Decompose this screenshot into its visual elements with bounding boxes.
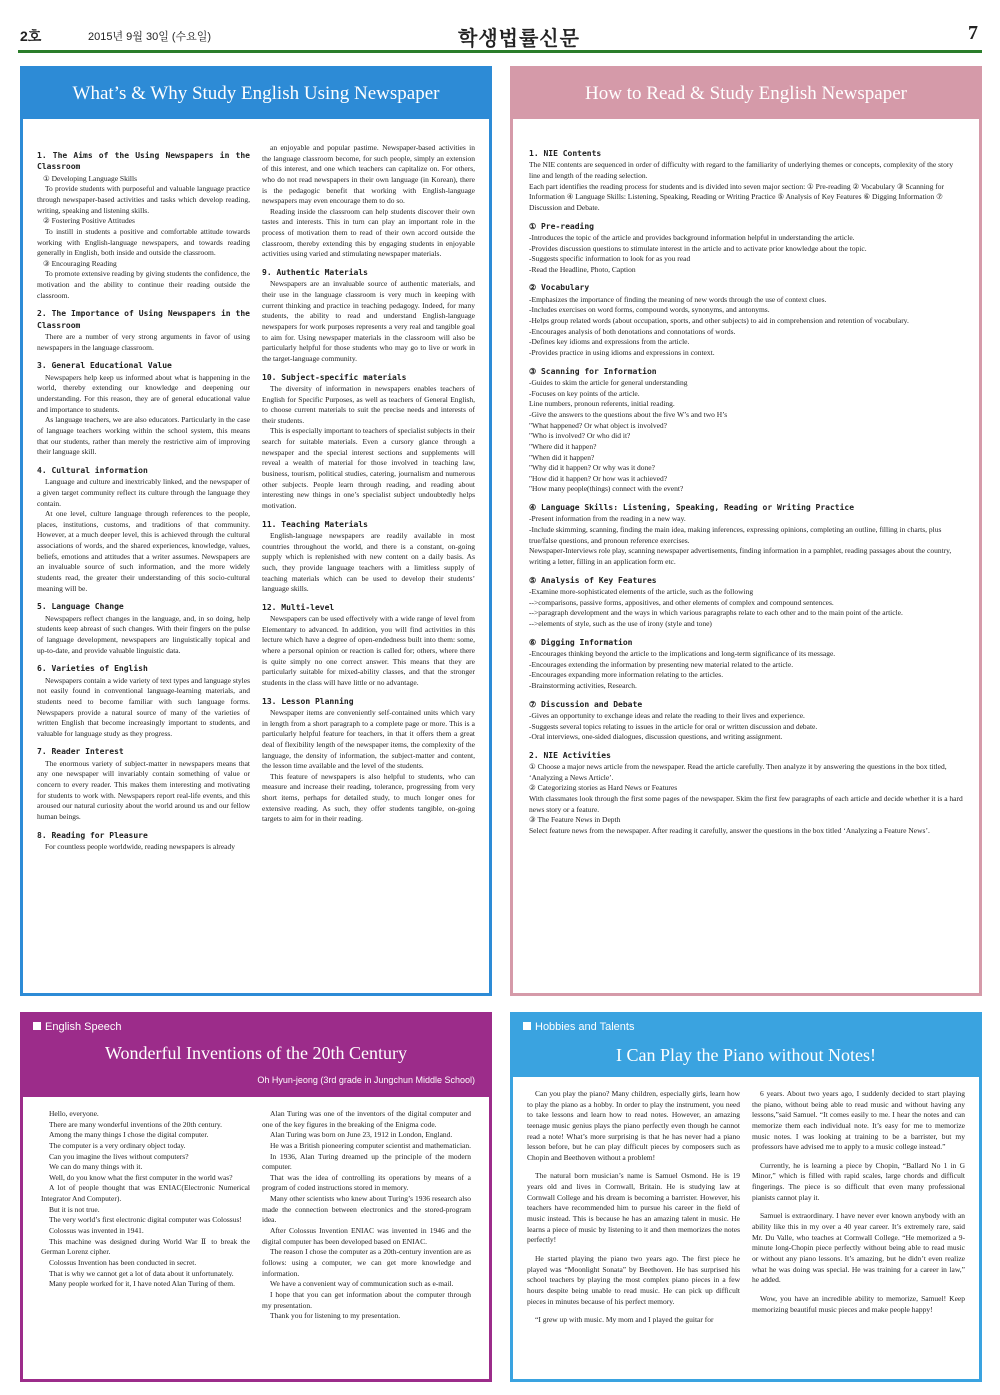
article-title-bar (23, 1015, 489, 1097)
paragraph: The reason I chose the computer as a 20th-century invention are as follows: using a computer, we can get more knowledge and information. (262, 1247, 471, 1278)
article-title-bar (23, 69, 489, 119)
paragraph: There are a number of very strong arguments in favor of using newspapers in the language classroom. (37, 332, 250, 352)
article-byline: Oh Hyun-jeong (3rd grade in Jungchun Middle School) (257, 1075, 475, 1085)
newspaper-name: 학생법률신문 (458, 26, 580, 50)
paragraph: For countless people worldwide, reading newspapers is already (45, 841, 235, 851)
paragraph: Among the many things I chose the digital computer. (49, 1130, 209, 1140)
paragraph: Many people worked for it, I have noted Alan Turing of them. (49, 1279, 236, 1289)
paragraph: Hello, everyone. (49, 1109, 99, 1118)
section-heading: ④ Language Skills: Listening, Speaking, Reading or Writing Practice (529, 503, 855, 513)
paragraph: That was the idea of controlling its operations by means of a program of coded instructions stored in memory. (262, 1172, 471, 1193)
list-item: -Encourages analysis of both denotations and connotations of words. (529, 326, 736, 336)
section-heading: ⑥ Digging Information (529, 637, 633, 647)
paragraph: Newspapers can be used effectively with a wide range of level from Elementary to advanced. In addition, you will find activities in this lecture which have a degree of open-endedness built into them: some, where a personal opinion or reaction is called for; others, where there is quite simply no one correct answer. This means that they are particularly suitable for mixed-ability classes, and that the stronger students in the class will have little or no advantage. (262, 614, 475, 687)
section-heading: 5. Language Change (37, 602, 124, 612)
paragraph: To provide students with purposeful and valuable language practice through newspaper-based activities and tasks which develop reading, writing, speaking and listening skills. (37, 184, 250, 215)
paragraph: Well, do you know what the first computer in the world was? (49, 1172, 233, 1182)
section-heading: ⑦ Discussion and Debate (529, 699, 643, 709)
question-item: "Who is involved? Or who did it? (529, 431, 631, 441)
article-title: I Can Play the Piano without Notes! (616, 1045, 876, 1065)
paragraph: After Colossus Invention ENIAC was invented in 1946 and the digital computer has been developed based on ENIAC. (262, 1226, 471, 1246)
paragraph: The natural born musician’s name is Samuel Osmond. He is 19 years old and lives in Cornwall, Britain. He is studying law at Cornwall College and his dream is becoming a barrister. However, his teachers have recommended him to pursue his career in the field of music instead. This is because he has an amazing talent in music. He learns a piece of music by listening to it and then memorizes the notes perfectly! (527, 1171, 740, 1245)
section-heading: 7. Reader Interest (37, 747, 124, 757)
subheading: ② Fostering Positive Attitudes (43, 216, 135, 226)
paragraph: Newspapers are an invaluable source of authentic materials, and their use in the language classroom is very much in keeping with current thinking and practice in teaching pedagogy. Indeed, for many students, the ability to read and understand English-language newspapers for work purposes represents a very real and tangible goal to aim for. Using newspaper materials in the classroom will also be particularly helpful for those students who may go to live or work in the target-language community. (262, 279, 475, 363)
paragraph: We can do many things with it. (49, 1162, 143, 1172)
paragraph: ① Choose a major news article from the newspaper. Read the article carefully. Then analyze it by answering the questions in the box titled, ‘Analyzing a News Article’. (529, 762, 947, 782)
issue-date: 2015년 9월 30일 (수요일) (88, 31, 212, 43)
list-item: -Introduces the topic of the article and provides background information helpful in understanding the article. (529, 232, 855, 242)
section-tag-label: English Speech (45, 1021, 122, 1033)
list-item: Line numbers, pronoun referents, initial reading. (529, 399, 675, 409)
list-item: -Examine more-sophisticated elements of the article, such as the following (529, 587, 754, 597)
section-heading: 6. Varieties of English (37, 664, 148, 674)
paragraph: The enormous variety of subject-matter in newspapers means that any one newspaper will invariably contain something of value or concern to every reader. This makes them interesting and motivating for students to work with. Newspapers report real-life events, and this aroused our natural curiosity about the world around us and our fellow human beings. (37, 758, 250, 821)
list-item: -Encourages thinking beyond the article to the implications and long-term significance of its message. (529, 648, 836, 658)
paragraph: Alan Turing was one of the inventors of the digital computer and one of the key figures in the breaking of the Enigma code. (262, 1109, 471, 1129)
article-column-1 (37, 143, 250, 987)
paragraph: There are many wonderful inventions of the 20th century. (49, 1119, 222, 1129)
section-heading: 10. Subject-specific materials (262, 372, 407, 382)
article-title: What’s & Why Study English Using Newspaper (72, 83, 440, 104)
paragraph: Newspapers reflect changes in the language, and, in so doing, help students keep abreast of such changes. With their fingers on the pulse of language development, newspapers are linguistically topical and up-to-date, and provide valuable linguistic data. (37, 613, 250, 655)
paragraph: He was a British pioneering computer scientist and mathematician. (270, 1140, 471, 1150)
spacer (527, 1163, 740, 1171)
paragraph: With classmates look through the first some pages of the newspaper. Skim the first few paragraphs of each article and decide whether it is a hard news story or a feature. (529, 794, 963, 814)
section-tag (523, 1021, 634, 1033)
paragraph: This feature of newspapers is also helpful to students, who can measure and increase their reading, tolerance, progressing from very short items, perhaps for detailed study, to much longer ones for extensive reading. As such, they offer students tangible, on-going targets to aim for in their reading. (262, 771, 475, 824)
question-item: "Where did it happen? (529, 441, 597, 451)
question-item: "How did it happen? Or how was it achieved? (529, 473, 668, 483)
paragraph: I hope that you can get information about the computer through my presentation. (262, 1289, 471, 1310)
paragraph: Can you play the piano? Many children, especially girls, learn how to play the piano as a hobby. In order to play the instrument, you need to take lessons and learn how to read notes. However, an amazing teenage music genius plays the piano perfectly even though he cannot read a note! What’s more surprising is that he has never had a piano lesson before, but he can play difficult pieces by composers such as Chopin and Beethoven without a problem! (527, 1089, 740, 1162)
paragraph: Each part identifies the reading process for students and is divided into seven major section: ① Pre-reading ② Vocabulary ③ Scanning for Information ④ Language Skills: Listening, Speaking, Reading or Writing Practice ⑤ Analysis of Key Features ⑥ Digging Information ⑦ Discussion and Debate. (529, 181, 944, 212)
paragraph: The NIE contents are sequenced in order of difficulty with regard to the familiarity of underlying themes or concepts, complexity of the story line and length of the reading selection. (529, 160, 954, 180)
article-title: How to Read & Study English Newspaper (585, 83, 907, 104)
list-item: -Defines key idioms and expressions from the article. (529, 337, 690, 347)
list-item: -Suggests several topics relating to issues in the article for oral or written discussion and debate. (529, 721, 818, 731)
spacer (752, 1153, 965, 1161)
question-item: "What happened? Or what object is involved? (529, 420, 668, 430)
section-heading: 12. Multi-level (262, 602, 335, 612)
article-column-2 (262, 1109, 471, 1373)
paragraph: an enjoyable and popular pastime. Newspaper-based activities in the language classroom become, for such people, simply an extension of this interest, and one which teachers can capitalize on. For others, who do not read newspapers in their own language (in Korean), there is the pedagogic benefit that working with English-language newspapers may even encourage them to do so. (262, 143, 475, 206)
question-item: "How many people(things) connect with the event? (529, 484, 684, 494)
list-item: -->elements of style, such as the use of irony (style and tone) (529, 618, 712, 628)
subheading: ① Developing Language Skills (43, 173, 137, 183)
paragraph: Wow, you have an incredible ability to memorize, Samuel! Keep memorizing beautiful music pieces and make people happy! (752, 1293, 965, 1314)
spacer (527, 1307, 740, 1315)
list-item: -->paragraph development and the ways in which various paragraphs relate to each other and to the main point of the article. (529, 608, 903, 618)
article-why-study (20, 66, 492, 996)
section-heading: 9. Authentic Materials (262, 268, 368, 278)
paragraph: ② Categorizing stories as Hard News or Features (529, 783, 678, 793)
section-heading: 3. General Educational Value (37, 361, 172, 371)
section-heading: 1. The Aims of the Using Newspapers in the Classroom (37, 151, 250, 172)
paragraph: Colossus Invention has been conducted in secret. (49, 1257, 197, 1267)
subheading: ③ Encouraging Reading (43, 258, 117, 268)
paragraph: Newspaper-Interviews role play, scanning newspaper advertisements, finding information in a pamphlet, reading passages about the country, writing a letter, filling in an application form etc. (529, 546, 952, 567)
article-how-to-read (510, 66, 982, 996)
list-item: -Include skimming, scanning, finding the main idea, making inferences, expressing opinions, completing an outline, filling in charts, plus true/false questions, and pronoun reference exercises. (529, 525, 942, 545)
paragraph: In 1936, Alan Turing dreamed up the principle of the modern computer. (262, 1151, 471, 1172)
paragraph: The very world’s first electronic digital computer was Colossus! (49, 1215, 242, 1225)
list-item: -Read the Headline, Photo, Caption (529, 264, 636, 274)
paragraph: That is why we cannot get a lot of data about it unfortunately. (49, 1268, 234, 1278)
list-item: -Encourages extending the information by presenting new material related to the article. (529, 659, 794, 669)
list-item: -Brainstorming activities, Research. (529, 680, 637, 690)
paragraph: Currently, he is learning a piece by Chopin, “Ballard No 1 in G Minor,” which is filled with rapid scales, large chords and difficult fingerings. The piece is so difficult that even many professional pianists cannot play it. (752, 1160, 965, 1202)
paragraph: A lot of people thought that was ENIAC(Electronic Numerical Integrator And Computer). (41, 1183, 250, 1204)
spacer (752, 1286, 965, 1294)
paragraph: He started playing the piano two years ago. The first piece he played was “Moonlight Sonata” by Beethoven. He has surprised his school teachers by playing the most complex piano pieces in a few hours despite being unable to read music. He can pick up difficult pieces in minutes because of his perfect memory. (527, 1253, 740, 1306)
section-tag-label: Hobbies and Talents (535, 1021, 635, 1033)
paragraph: At one level, culture language through references to the people, places, institutions, customs, and traditions of that community. However, at a much deeper level, this is achieved through the cultural associations of words, and the shared experiences, knowledge, values, beliefs, emotions and attitudes that a writer assumes. Newspapers are an invaluable source of such information, and the more widely students read, the greater their understanding of this socio-cultural meaning will be. (37, 509, 250, 593)
list-item: -Oral interviews, one-sided dialogues, discussion questions, and writing assignment. (529, 732, 783, 742)
paragraph: We have a convenient way of communication such as e-mail. (270, 1279, 454, 1289)
paragraph: Newspaper items are conveniently self-contained units which vary in length from a short paragraph to a complete page or more. This is a particularly helpful feature for teachers, in that it offers them a great deal of flexibility length of the newspaper items, the complexity of the language, the density of information, the subject-matter and content, the lesson time available and the level of the students. (262, 707, 475, 771)
list-item: -Guides to skim the article for general understanding (529, 378, 688, 388)
section-heading: 2. The Importance of Using Newspapers in the Classroom (37, 309, 250, 330)
article-body (529, 141, 965, 837)
spacer (752, 1203, 965, 1211)
list-item: -Helps group related words (about occupation, sports, and other subjects) to aid in comprehension and retention of vocabulary. (529, 316, 909, 326)
paragraph: The computer is a very ordinary object today. (49, 1140, 186, 1150)
paragraph: “I grew up with music. My mom and I played the guitar for (535, 1315, 714, 1325)
issue-number: 2호 (20, 28, 42, 44)
list-item: -Includes exercises on word forms, compound words, synonyms, and antonyms. (529, 305, 770, 315)
article-english-speech (20, 1012, 492, 1382)
paragraph: But it is not true. (49, 1204, 100, 1214)
question-item: "When did it happen? (529, 452, 595, 462)
list-item: -Gives an opportunity to exchange ideas and relate the reading to their lives and experience. (529, 710, 805, 720)
paragraph: Newspapers help keep us informed about what is happening in the world, thereby extending our knowledge and deepening our understanding. For this reason, they are of general educational value and importance to students. (37, 372, 250, 414)
section-heading: 13. Lesson Planning (262, 696, 354, 706)
paragraph: Can you imagine the lives without computers? (49, 1151, 189, 1161)
list-item: -Focuses on key points of the article. (529, 388, 640, 398)
list-item: -Provides practice in using idioms and expressions in context. (529, 348, 715, 358)
section-heading: 4. Cultural information (37, 465, 148, 475)
section-heading: ① Pre-reading (529, 221, 594, 231)
article-title: Wonderful Inventions of the 20th Century (105, 1043, 407, 1063)
article-title-bar (513, 69, 979, 119)
section-heading: 11. Teaching Materials (262, 519, 368, 529)
section-heading: 8. Reading for Pleasure (37, 830, 148, 840)
list-item: -Encourages expanding more information relating to the articles. (529, 670, 724, 680)
section-heading: ③ Scanning for Information (529, 366, 657, 376)
page-number: 7 (968, 22, 978, 44)
spacer (527, 1246, 740, 1254)
paragraph: Alan Turing was born on June 23, 1912 in London, England. (270, 1130, 453, 1140)
section-heading: 1. NIE Contents (529, 149, 602, 158)
list-item: -Provides discussion questions to stimulate interest in the article and to activate prior knowledge about the topic. (529, 243, 867, 253)
paragraph: To instill in students a positive and comfortable attitude towards working with English-language newspapers, and towards reading generally in English, both inside and outside the classroom. (37, 226, 250, 258)
paragraph: This machine was designed during World War Ⅱ to break the German Lorenz cipher. (41, 1236, 250, 1257)
paragraph: To promote extensive reading by giving students the confidence, the motivation and the ability to continue their reading outside the classroom. (37, 269, 250, 300)
list-item: -Present information from the reading in a new way. (529, 514, 686, 524)
paragraph: English-language newspapers are readily available in most countries throughout the world, and there is a constant, on-going supply which is replenished with new content on a daily basis. As such, they provide language teachers with a limitless supply of teaching materials which can be used to develop their students’ language skills. (262, 530, 475, 594)
list-item: -Emphasizes the importance of finding the meaning of new words through the use of context clues. (529, 294, 827, 304)
paragraph: ③ The Feature News in Depth (529, 815, 621, 825)
paragraph: Thank you for listening to my presentation. (270, 1311, 401, 1321)
paragraph: Language and culture and inextricably linked, and the newspaper of a given target community reflect its culture through the language they contain. (37, 477, 250, 508)
square-icon (523, 1022, 531, 1030)
section-heading: ⑤ Analysis of Key Features (529, 575, 657, 585)
article-column-2 (752, 1089, 965, 1373)
paragraph: As language teachers, we are also educators. Particularly in the case of language teachers working within the school system, this means that our students, rather than merely the restrictive aim of improving their language skill. (37, 415, 250, 457)
paragraph: Newspapers contain a wide variety of text types and language styles not easily found in conventional language-learning materials, and students need to become familiar with such language forms. Newspapers provide a natural source of many of the varieties of written English that become increasingly important to students, and valuable for language study as they progress. (37, 675, 250, 738)
section-tag (33, 1021, 121, 1033)
article-column-1 (527, 1089, 740, 1373)
article-column-2 (262, 143, 475, 987)
paragraph: Reading inside the classroom can help students discover their own tastes and interests. This in turn can play an important role in the process of motivation them to read of their own accord outside the classroom, thereby extending this by engaging students in enjoyable activities using varied and stimulating newspaper materials. (262, 206, 475, 259)
list-item: -Suggests specific information to look for as you read (529, 254, 691, 264)
square-icon (33, 1022, 41, 1030)
question-item: "Why did it happen? Or why was it done? (529, 463, 655, 473)
paragraph: This is especially important to teachers of specialist subjects in their search for suitable materials. Even a cursory glance through a newspaper and the special interest sections and supplements will reveal a wealth of material for those involved in teaching law, business, tourism, political studies, catering, journalism and numerous other subjects. People learn through reading, and reading about interesting new things in one’s specialist subject undoubtedly helps motivation. (262, 426, 475, 510)
paragraph: Many other scientists who knew about Turing’s 1936 research also made the connection between electronics and the stored-program idea. (262, 1194, 471, 1225)
article-column-1 (41, 1109, 250, 1373)
list-item: -->comparisons, passive forms, appositives, and other elements of complex and compound sentences. (529, 597, 834, 607)
section-heading: 2. NIE Activities (529, 750, 611, 760)
paragraph: Colossus was invented in 1941. (49, 1226, 144, 1236)
paragraph: Samuel is extraordinary. I have never ever known anybody with an ability like this in my over a 40 year career. It’s extremely rare, said Mr. Du Valle, who teaches at Cornwall College. “He memorized a 9-minute long-Chopin piece perfectly without being able to read music or without any piano lessons. It’s amazing, but he didn’t even realize what he was doing was special. He was training for a career in law,” he added. (752, 1211, 965, 1285)
list-item: -Give the answers to the questions about the five W’s and two H’s (529, 409, 728, 419)
page-header (18, 10, 982, 53)
paragraph: Select feature news from the newspaper. After reading it carefully, answer the questions in the box titled ‘Analyzing a Feature News’. (529, 825, 930, 835)
section-heading: ② Vocabulary (529, 283, 590, 293)
article-hobbies (510, 1012, 982, 1382)
paragraph: 6 years. About two years ago, I suddenly decided to start playing the piano, without being able to read music and without having any lessons,”said Samuel. “It comes easily to me. I hear the notes and can memorize them each individual note. It’s easy for me to memorize music notes. I was looking at training to be a barrister, but my professors have advised me to apply to a music college instead.” (752, 1089, 965, 1152)
article-title-bar (513, 1015, 979, 1077)
paragraph: The diversity of information in newspapers enables teachers of English for Specific Purposes, as well as teachers of General English, to choose current materials to suit the precise needs and interests of their students. (262, 383, 475, 425)
